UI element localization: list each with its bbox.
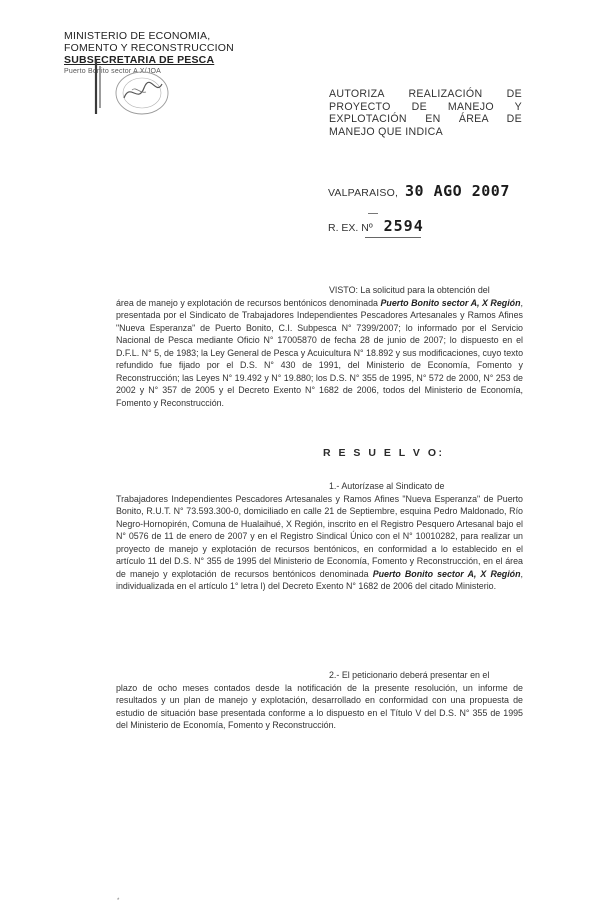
resolution-title: AUTORIZA REALIZACIÓN DE PROYECTO DE MANEJO Y EXPLOTACIÓN EN ÁREA DE MANEJO QUE INDICA bbox=[329, 88, 522, 138]
resolution-label: R. EX. Nº bbox=[328, 222, 373, 234]
rex-dash-mark bbox=[368, 213, 378, 214]
item-2-lead: 2.- El peticionario deberá presentar en el bbox=[329, 670, 490, 680]
place-date-line bbox=[328, 182, 510, 200]
resolution-underline bbox=[365, 237, 421, 238]
stamped-date: 30 AGO 2007 bbox=[405, 182, 510, 200]
item-2-paragraph bbox=[116, 669, 523, 732]
visto-lead: VISTO: La solicitud para la obtención del bbox=[329, 285, 490, 295]
item-1-lead: 1.- Autorízase al Sindicato de bbox=[329, 481, 445, 491]
item-1-paragraph bbox=[116, 480, 523, 593]
subsecretaria-line: SUBSECRETARIA DE PESCA bbox=[64, 54, 215, 66]
visto-text-2: , presentada por el Sindicato de Trabajadores Independientes Pescadores Artesanales y Ramos Afines "Nueva Esperanza" de Puerto Bonito, C.I. Subpesca N° 7399/2007; lo informado por el Servicio Nacional de Pesca mediante Oficio N° 17005870 de fecha 28 de junio de 2007; lo dispuesto en el D.F.L. N° 5, de 1983; la Ley General de Pesca y Acuicultura N° 18.892 y sus modificaciones, cuyo texto refundido fue fijado por el D.S. N° 430 de 1991, del Ministerio de Economía, Fomento y Reconstrucción; las Leyes N° 19.492 y N° 19.880; los D.S. N° 355 de 1995, N° 572 de 2000, N° 253 de 2002 y N° 357 de 2005 y el Decreto Exento N° 1682 de 2006, todos del Ministerio de Economía, Fomento y Reconstrucción. bbox=[116, 297, 523, 408]
resolution-number-line bbox=[328, 217, 424, 235]
letterhead-subtitle: Puerto Bonito sector A X/JOA bbox=[64, 68, 162, 75]
visto-text-1: área de manejo y explotación de recursos bentónicos denominada bbox=[116, 297, 381, 308]
ministry-line-1: MINISTERIO DE ECONOMIA, bbox=[64, 30, 211, 42]
visto-area-name: Puerto Bonito sector A, X Región bbox=[380, 297, 521, 308]
item-1-area-name: Puerto Bonito sector A, X Región bbox=[372, 568, 521, 579]
item-1-text-1: Trabajadores Independientes Pescadores Artesanales y Ramos Afines "Nueva Esperanza" de Puerto Bonito, R.U.T. N° 73.593.300-0, domiciliado en calle 21 de Septiembre, esquina Pedro Maldonado, Río Negro-Hornopirén, Comuna de Hualaihué, X Región, inscrito en el Registro Pesquero Artesanal bajo el N° 0576 de 11 de enero de 2007 y en el Registro Sindical Único con el N° 10010282, para realizar un proyecto de manejo y explotación de recursos bentónicos, en conformidad a lo establecido en el artículo 11 del D.S. N° 355 de 1995 del Ministerio de Economía, Fomento y Reconstrucción, en el área de manejo y explotación de recursos bentónicos denominada bbox=[116, 493, 523, 579]
item-1-text-2: , individualizada en el artículo 1° letra l) del Decreto Exento N° 1682 de 2006 del citado Ministerio. bbox=[116, 568, 523, 591]
visto-paragraph bbox=[116, 284, 523, 409]
resuelvo-heading: R E S U E L V O: bbox=[323, 447, 445, 459]
bracket-mark bbox=[90, 58, 104, 116]
resolution-number: 2594 bbox=[383, 217, 424, 235]
footer-mark: * bbox=[117, 898, 120, 904]
place-city: VALPARAISO, bbox=[328, 187, 399, 199]
official-seal-icon bbox=[112, 68, 172, 118]
ministry-line-2: FOMENTO Y RECONSTRUCCION bbox=[64, 42, 234, 54]
item-2-text-1: plazo de ocho meses contados desde la notificación de la presente resolución, un informe de resultados y un plan de manejo y explotación, desarrollado en conformidad con una propuesta de estudio de situación base presentada conforme a lo dispuesto en el Título V del D.S. N° 355 de 1995 del Ministerio de Economía, Fomento y Reconstrucción. bbox=[116, 682, 523, 730]
